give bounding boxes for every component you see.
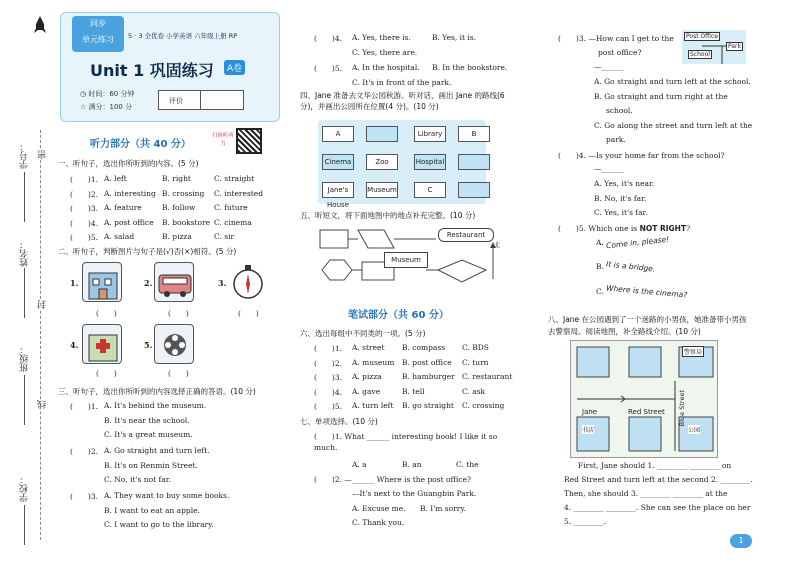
cut-label: 线 xyxy=(38,400,48,409)
hospital-picture xyxy=(82,324,122,364)
opt-letter: B. xyxy=(596,262,604,271)
q3-number: ( )4. xyxy=(314,34,343,43)
q7-5-opt-b[interactable] xyxy=(596,259,656,274)
q7-3-opt-c2: park. xyxy=(606,135,626,144)
name-label: 姓名： xyxy=(20,240,30,267)
q1-opt-c[interactable]: C. future xyxy=(214,203,248,212)
rocket-icon xyxy=(34,16,46,34)
opt-text: Where is the cinema? xyxy=(606,283,688,300)
q7-1-opt-b[interactable]: B. an xyxy=(402,460,422,469)
jane-label: Jane xyxy=(582,408,598,416)
map-cell: Cinema xyxy=(322,154,354,170)
q3-number: ( )1. xyxy=(70,402,99,411)
q7-2-opt-b[interactable]: B. I'm sorry. xyxy=(420,504,466,513)
q6-opt-b[interactable]: B. go straight xyxy=(402,401,454,410)
q1-opt-c[interactable]: C. cinema xyxy=(214,217,252,227)
map-cell: Library xyxy=(414,126,446,142)
q3-number: ( )3. xyxy=(70,492,99,501)
q1-opt-c[interactable]: C. interested xyxy=(214,188,264,198)
qr-note: 扫码听听力 xyxy=(211,133,234,147)
opt-text: Come in, please! xyxy=(605,234,670,251)
q3-option[interactable]: A. In the hospital. xyxy=(352,63,420,72)
q7-3-opt-b2: school. xyxy=(606,106,633,115)
q1-heading: 一、听句子，选出你所听到的内容。(5 分) xyxy=(58,159,199,168)
q3-option[interactable]: A. They want to buy some books. xyxy=(104,491,230,500)
q7-3-opt-c[interactable]: C. Go along the street and turn left at the xyxy=(594,121,753,130)
q6-opt-b[interactable]: B. post office xyxy=(402,357,452,367)
star-icon: ☆ xyxy=(80,103,89,111)
pic-number: 1. xyxy=(70,278,79,288)
q3-option[interactable]: A. Go straight and turn left. xyxy=(104,446,210,455)
q6-number: ( )5. xyxy=(314,402,343,411)
q6-opt-b[interactable]: B. tell xyxy=(402,386,425,396)
map-cell: Zoo xyxy=(366,154,398,170)
q3-number: ( )5. xyxy=(314,64,343,73)
clock-icon: ◷ xyxy=(80,90,89,98)
q6-number: ( )3. xyxy=(314,373,343,382)
q1-opt-a[interactable]: A. feature xyxy=(104,203,142,212)
q7-3-opt-b[interactable]: B. Go straight and turn right at the xyxy=(594,92,728,101)
q3-option[interactable]: B. I want to eat an apple. xyxy=(104,505,200,515)
q1-number: ( )4. xyxy=(70,218,99,228)
class-label: 班级： xyxy=(20,345,30,372)
unit-badge xyxy=(72,16,124,52)
cinema-picture xyxy=(154,324,194,364)
q3-option[interactable]: B. Yes, it is. xyxy=(432,33,477,42)
opt-letter: A. xyxy=(596,238,604,247)
page-number: 1 xyxy=(730,534,752,548)
badge-line: 同步 xyxy=(90,19,106,28)
q1-number: ( )1. xyxy=(70,175,99,184)
compass-picture xyxy=(228,262,268,302)
q6-opt-c[interactable]: C. turn xyxy=(462,357,489,367)
park-label: Park xyxy=(728,43,741,50)
q3-option[interactable]: C. It's a great museum. xyxy=(104,430,193,439)
q6-opt-b[interactable]: B. compass xyxy=(402,343,446,352)
q7-5-stem xyxy=(558,223,690,234)
north-label: 北 xyxy=(494,242,501,249)
q3-number: ( )2. xyxy=(70,447,99,456)
q6-number: ( )2. xyxy=(314,358,343,368)
map-cell: Jane's House xyxy=(322,182,354,198)
map-cell xyxy=(458,154,490,170)
time-text: 时间：60 分钟 xyxy=(88,90,135,98)
q6-opt-a[interactable]: A. street xyxy=(352,343,385,352)
answer-paren[interactable]: ( ) xyxy=(238,309,259,318)
opt-letter: C. xyxy=(596,287,604,296)
binding-margin xyxy=(0,0,60,566)
restaurant-box: Restaurant xyxy=(438,228,494,242)
q6-opt-c[interactable]: C. crossing xyxy=(462,401,505,410)
cut-line xyxy=(40,130,41,540)
q1-opt-b[interactable]: B. follow xyxy=(162,203,196,212)
answer-paren[interactable]: ( ) xyxy=(168,309,189,318)
cut-label: 封 xyxy=(38,300,48,309)
q3-option[interactable]: C. I want to go to the library. xyxy=(104,520,214,529)
q6-heading: 六、选出每组中不同类的一项。(5 分) xyxy=(300,329,426,338)
q3-option[interactable]: A. It's behind the museum. xyxy=(104,401,207,410)
pic-number: 2. xyxy=(144,278,153,288)
school-label: 学校： xyxy=(20,475,30,502)
q6-opt-c[interactable]: C. BDS xyxy=(462,343,489,352)
q7-1-opt-c[interactable]: C. the xyxy=(456,460,479,469)
police-label: 警察局 xyxy=(682,346,704,357)
q7-3-blank[interactable]: —______ xyxy=(594,62,624,71)
q6-opt-a[interactable]: A. gave xyxy=(352,386,381,396)
q8-line-5[interactable]: 5. ________. xyxy=(564,517,606,526)
pic-number: 4. xyxy=(70,340,79,350)
q7-heading: 七、单项选择。(10 分) xyxy=(300,417,378,426)
bus-picture xyxy=(154,262,194,302)
park-sign-label: 公园 xyxy=(688,427,701,434)
q7-4-blank[interactable]: —______ xyxy=(594,164,624,173)
q6-number: ( )1. xyxy=(314,344,343,353)
q7-5-stem-end: ? xyxy=(686,224,691,233)
pic-number: 5. xyxy=(144,340,153,350)
school-label: School xyxy=(690,51,710,58)
q6-opt-c[interactable]: C. restaurant xyxy=(462,372,513,381)
museum-box: Museum xyxy=(384,252,428,268)
q7-2-opt-c[interactable]: C. Thank you. xyxy=(352,518,405,527)
school-field[interactable] xyxy=(24,505,25,545)
qr-code-icon[interactable] xyxy=(236,128,262,154)
q7-4-opt-c[interactable]: C. Yes, it's far. xyxy=(594,208,648,217)
q1-number: ( )2. xyxy=(70,189,99,199)
listening-title: 听力部分（共 40 分） xyxy=(90,139,191,150)
q5-heading: 五、听短文，将下面地图中的地点补充完整。(10 分) xyxy=(300,211,476,220)
version-tag: A卷 xyxy=(224,60,245,75)
answer-paren[interactable]: ( ) xyxy=(96,309,117,318)
q8-line-3[interactable]: Then, she should 3. ________ ________ at the xyxy=(564,489,728,498)
q3-option[interactable]: C. It's in front of the park. xyxy=(352,78,452,87)
q6-opt-b[interactable]: B. hamburger xyxy=(402,372,455,381)
q4-heading: 四、Jane 准备去文华公园秋游。听对话，画出 Jane 的路线(6 分)，并画出公园所在位置(4 分)。(10 分) xyxy=(300,91,505,111)
q1-opt-c[interactable]: C. straight xyxy=(214,174,255,183)
q8-heading: 八、Jane 在公园遇到了一个迷路的小男孩，她准备带小男孩去警察局。阅读地图，补全路线介绍。(10 分) xyxy=(548,315,747,336)
q7-3-stem2: post office? xyxy=(598,48,642,57)
q7-2-stem: ( )2. —______ Where is the post office? xyxy=(314,475,471,484)
map-cell: A xyxy=(322,126,354,142)
student-id-label: 学号： xyxy=(20,142,30,169)
map-cell xyxy=(458,182,490,198)
q1-opt-a[interactable]: A. interesting xyxy=(104,188,156,198)
q3-option[interactable]: B. In the bookstore. xyxy=(432,63,508,72)
q3-option[interactable]: C. Yes, there are. xyxy=(352,48,418,57)
q7-2-opt-a[interactable]: A. Excuse me. xyxy=(352,504,406,513)
score-label: 评价 xyxy=(159,91,201,109)
q7-1-opt-a[interactable]: A. a xyxy=(352,460,367,469)
blue-street-label: Blue Street xyxy=(678,390,686,427)
page-title: Unit 1 巩固练习 xyxy=(90,61,214,80)
answer-paren[interactable]: ( ) xyxy=(96,369,117,378)
brand-line: 5 · 3 全优卷 小学英语 六年级上册 RP xyxy=(128,32,238,40)
q3-option[interactable]: A. Yes, there is. xyxy=(352,33,411,42)
q1-opt-c[interactable]: C. sir xyxy=(214,232,235,241)
q6-opt-a[interactable]: A. museum xyxy=(352,357,395,367)
q7-4-opt-a[interactable]: A. Yes, it's near. xyxy=(594,179,655,188)
q7-4-stem: ( )4. —Is your home far from the school? xyxy=(558,151,725,160)
pic-number: 3. xyxy=(218,278,227,288)
q1-opt-b[interactable]: B. right xyxy=(162,174,191,183)
q1-opt-b[interactable]: B. crossing xyxy=(162,188,205,198)
q6-opt-c[interactable]: C. ask xyxy=(462,386,486,396)
full-score-text: 满分：100 分 xyxy=(88,103,133,111)
q7-5-stem-text: ( )5. Which one is xyxy=(558,224,638,233)
q7-1-stem: ( )1. What ______ interesting book! I like it so much. xyxy=(314,432,498,452)
q1-number: ( )3. xyxy=(70,204,99,213)
q1-opt-a[interactable]: A. left xyxy=(104,174,127,183)
q7-2-stem2: —It's next to the Guangbin Park. xyxy=(352,489,477,498)
q6-number: ( )4. xyxy=(314,387,343,397)
q7-3-stem: ( )3. —How can I get to the xyxy=(558,34,674,43)
map-cell xyxy=(366,126,398,142)
q1-opt-b[interactable]: B. pizza xyxy=(162,232,192,241)
q3-option[interactable]: C. No, it's not far. xyxy=(104,475,171,484)
cut-label: 密 xyxy=(38,150,48,159)
q7-4-opt-b[interactable]: B. No, it's far. xyxy=(594,194,647,203)
q8-line-1[interactable]: First, Jane should 1. ________ ________ on xyxy=(578,461,732,470)
q3-option[interactable]: B. It's on Renmin Street. xyxy=(104,460,198,470)
opt-text: It is a bridge. xyxy=(605,259,656,274)
q7-3-opt-a[interactable]: A. Go straight and turn left at the school. xyxy=(594,77,751,86)
q2-heading: 二、听句子，判断图片与句子是(√)否(×)相符。(5 分) xyxy=(58,247,237,256)
q1-opt-a[interactable]: A. salad xyxy=(104,232,135,241)
q6-opt-a[interactable]: A. pizza xyxy=(352,372,382,381)
building-picture xyxy=(82,262,122,302)
q1-opt-a[interactable]: A. post office xyxy=(104,217,154,227)
q7-5-opt-a[interactable] xyxy=(596,234,670,251)
map-cell: Hospital xyxy=(414,154,446,170)
name-field[interactable] xyxy=(24,268,25,318)
q6-opt-a[interactable]: A. turn left xyxy=(352,401,394,410)
map-cell: Museum xyxy=(366,182,398,198)
street-map xyxy=(570,340,718,458)
score-meta xyxy=(80,102,132,112)
writing-title: 笔试部分（共 60 分） xyxy=(348,310,449,321)
badge-line: 单元练习 xyxy=(82,35,114,44)
map-cell: C xyxy=(414,182,446,198)
q7-5-opt-c[interactable] xyxy=(596,283,688,300)
answer-paren[interactable]: ( ) xyxy=(168,369,189,378)
student-id-field[interactable] xyxy=(24,172,25,222)
q1-opt-b[interactable]: B. bookstore xyxy=(162,217,211,227)
q8-line-4[interactable]: 4. ________ ________. She can see the place on her xyxy=(564,503,751,512)
score-box xyxy=(158,90,244,110)
map-cell: B xyxy=(458,126,490,142)
q1-number: ( )5. xyxy=(70,233,99,242)
time-meta xyxy=(80,89,134,99)
q3-option[interactable]: B. It's near the school. xyxy=(104,415,190,425)
shop-label: 书店 xyxy=(582,427,595,434)
q7-5-emphasis: NOT RIGHT xyxy=(639,224,687,233)
q8-line-2[interactable]: Red Street and turn left at the second 2. ________. xyxy=(564,475,753,484)
red-street-label: Red Street xyxy=(628,408,665,416)
post-office-label: Post Office xyxy=(686,33,718,40)
class-field[interactable] xyxy=(24,375,25,425)
q3-heading: 三、听句子，选出你所听到的内容选择正确的答语。(10 分) xyxy=(58,387,256,396)
